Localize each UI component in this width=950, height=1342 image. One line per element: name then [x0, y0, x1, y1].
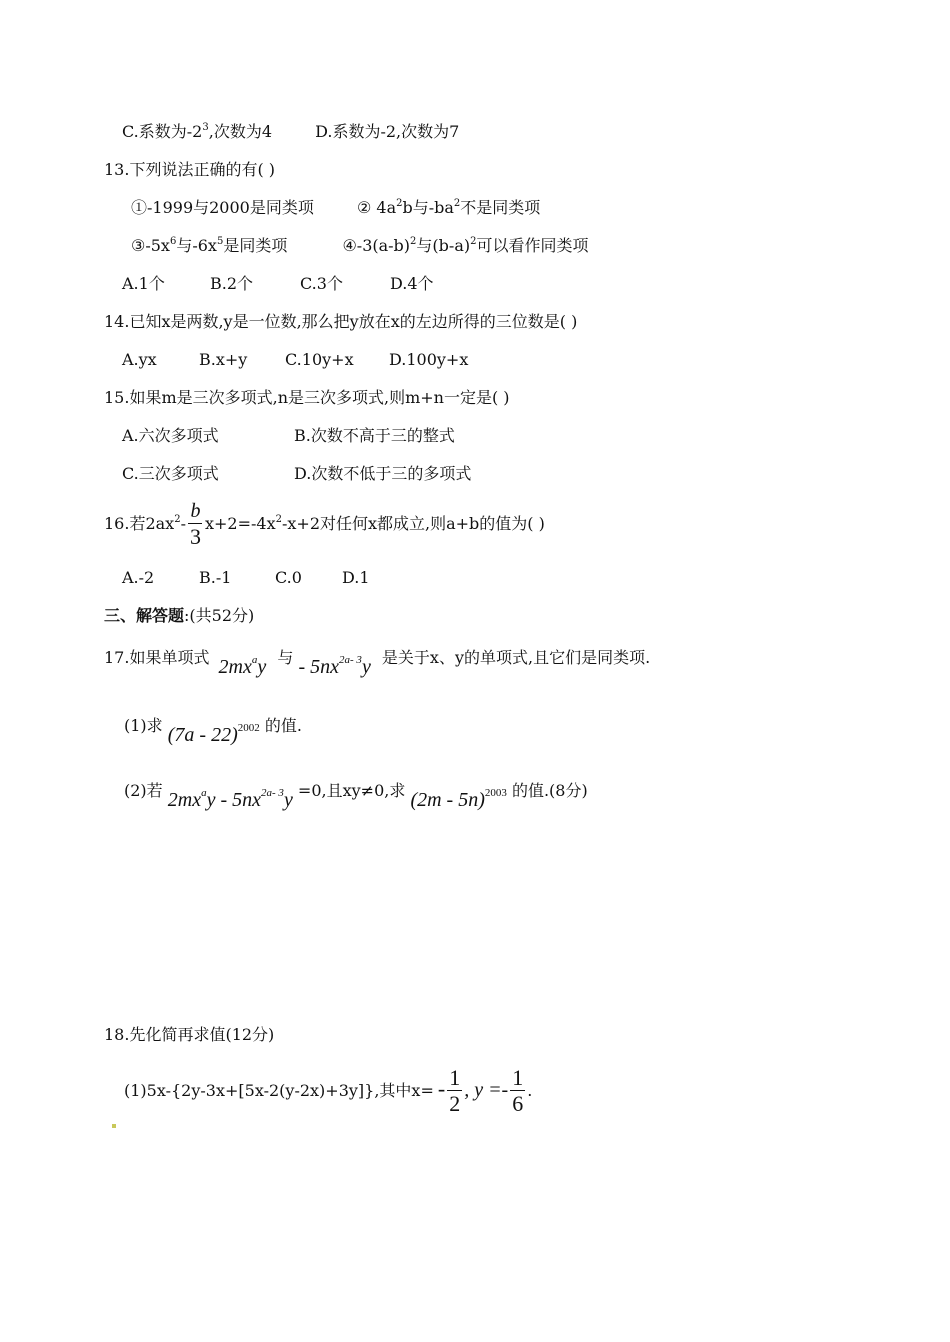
q12-option-d: D.系数为-2,次数为7 [315, 122, 460, 141]
q13-statement-row-1 [131, 197, 540, 219]
q16-option-c: C.0 [275, 568, 302, 587]
q14-stem: 14.已知x是两数,y是一位数,那么把y放在x的左边所得的三位数是( ) [104, 312, 578, 331]
stray-mark [112, 1124, 116, 1128]
q15-options-row-1 [122, 425, 455, 447]
q14-options [122, 349, 468, 371]
q13-options [122, 273, 434, 295]
q13-option-a: A.1个 [122, 274, 165, 293]
q13-statement-row-2 [131, 235, 589, 257]
q17-part-2-equation: $2mx^ay - 5nx^{2a- 3}y$ [167, 787, 293, 811]
q14-option-b: B.x+y [199, 350, 248, 369]
q17-monomial-1: $2mx^ay$ [218, 654, 267, 678]
q15-option-c: C.三次多项式 [122, 464, 219, 483]
q15-stem: 15.如果m是三次多项式,n是三次多项式,则m+n一定是( ) [104, 388, 510, 407]
q17-part-1: (1)求 (7a - 22)$^{2002}$ 的值. [124, 716, 302, 746]
q15-option-a: A.六次多项式 [122, 426, 219, 445]
q18-part-1: (1)5x-{2y-3x+[5x-2(y-2x)+3y]},其中x= - $\frac{1}{2}$ , y =- $\frac{1}{6}$ . [124, 1065, 533, 1116]
q13-option-c: C.3个 [300, 274, 343, 293]
q17-part-2: (2)若 $2mx^ay - 5nx^{2a- 3}y =0$,且xy≠0,求 (2m - 5n)$^{2003}$ 的值.(8分) [124, 781, 588, 811]
q16-option-a: A.-2 [122, 568, 155, 587]
q17-monomial-2: - $5nx^{2a- 3}y$ [298, 654, 371, 678]
q16-option-b: B.-1 [199, 568, 232, 587]
q13-statement-4: $④-3(a-b)^2$与$(b-a)^2$可以看作同类项 [342, 236, 589, 255]
q13-option-d: D.4个 [390, 274, 434, 293]
q17-stem: 17.如果单项式 $2mx^ay$ 与 - $5nx^{2a- 3}y$ 是关于x、y的单项式,且它们是同类项. [104, 648, 651, 678]
q17-part-1-expression: (7a - 22)$^{2002}$ [167, 722, 260, 746]
q13-statement-2: ② $4a^2b$与$-ba^2$不是同类项 [356, 198, 541, 217]
q14-option-c: C.10y+x [285, 350, 354, 369]
q15-options-row-2 [122, 463, 471, 485]
q13-option-b: B.2个 [210, 274, 254, 293]
q16-option-d: D.1 [342, 568, 370, 587]
section-3-score: :(共52分) [184, 606, 255, 625]
q18-fraction-2: $\frac{1}{6}$ [512, 1065, 524, 1116]
q12-option-c: C.系数为$-2^3$,次数为4 [122, 122, 273, 141]
q16-fraction: $\frac{b}{3}$ [189, 500, 201, 549]
q15-option-d: D.次数不低于三的多项式 [294, 464, 472, 483]
q16-stem: 16.若$2ax^2-$ $\frac{b}{3}$ $x+2=-4x^2-x+2$对任何x都成立,则a+b的值为( ) [104, 500, 545, 549]
q12-options [122, 121, 459, 143]
q18-fraction-1: $\frac{1}{2}$ [449, 1065, 461, 1116]
q17-part-2-expression: (2m - 5n)$^{2003}$ [410, 787, 507, 811]
q14-option-a: A.yx [122, 350, 157, 369]
q14-option-d: D.100y+x [389, 350, 469, 369]
q16-options [122, 567, 370, 589]
q15-option-b: B.次数不高于三的整式 [294, 426, 455, 445]
section-3-title: 三、解答题 [104, 606, 185, 625]
q13-statement-3: $③-5x^6$与$-6x^5$是同类项 [131, 236, 288, 255]
q18-stem: 18.先化简再求值(12分) [104, 1025, 275, 1044]
q13-stem: 13.下列说法正确的有( ) [104, 160, 276, 179]
q13-statement-1: ①-1999与2000是同类项 [131, 198, 314, 217]
section-3-heading [104, 605, 254, 627]
